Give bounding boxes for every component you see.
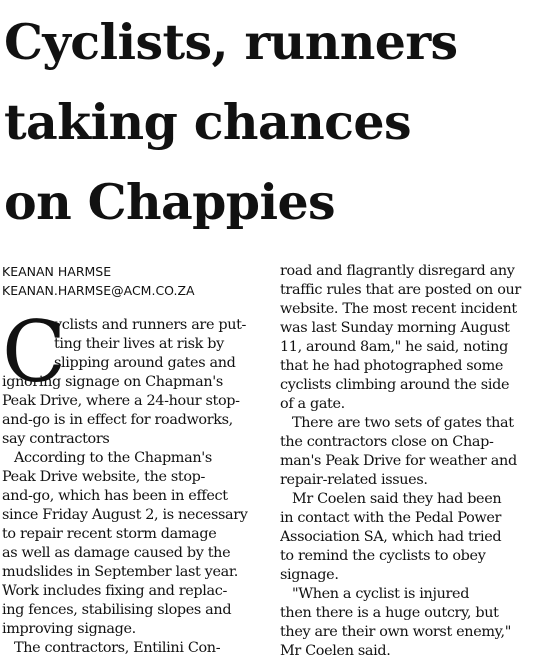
body-line: say contractors (2, 431, 110, 447)
body-line: Peak Drive, where a 24-hour stop- (2, 393, 240, 409)
body-line: signage. (280, 567, 339, 583)
body-line: and-go is in effect for roadworks, (2, 412, 233, 428)
body-line: in contact with the Pedal Power (280, 510, 502, 526)
right-column (280, 262, 548, 661)
body-line: There are two sets of gates that (292, 415, 514, 431)
body-line: road and flagrantly disregard any (280, 263, 515, 279)
body-line: Association SA, which had tried (280, 529, 502, 545)
body-line: that he had photographed some (280, 358, 504, 374)
body-line: since Friday August 2, is necessary (2, 507, 248, 523)
author-name: KEANAN HARMSE (2, 264, 112, 279)
body-line: Mr Coelen said. (280, 643, 391, 659)
body-line: The contractors, Entilini Con- (14, 640, 221, 656)
body-line: cyclists climbing around the side (280, 377, 510, 393)
drop-cap: C (2, 303, 67, 401)
headline (4, 2, 549, 242)
body-line: Mr Coelen said they had been (292, 491, 502, 507)
author-email: KEANAN.HARMSE@ACM.CO.ZA (2, 283, 195, 298)
body-line: yclists and runners are put- (54, 317, 247, 333)
body-line: and-go, which has been in effect (2, 488, 228, 504)
body-line: Work includes fixing and replac- (2, 583, 227, 599)
body-line: the contractors close on Chap- (280, 434, 494, 450)
body-line: repair-related issues. (280, 472, 428, 488)
body-line: ting their lives at risk by (54, 336, 224, 352)
body-line: then there is a huge outcry, but (280, 605, 499, 621)
lead-paragraph (2, 303, 268, 449)
body-line: website. The most recent incident (280, 301, 517, 317)
body-line: as well as damage caused by the (2, 545, 231, 561)
body-line: Peak Drive website, the stop- (2, 469, 206, 485)
byline (2, 262, 268, 300)
headline-line: on Chappies (4, 173, 336, 231)
body-line: to repair recent storm damage (2, 526, 217, 542)
body-line: to remind the cyclists to obey (280, 548, 486, 564)
body-line: ing fences, stabilising slopes and (2, 602, 232, 618)
body-line: man's Peak Drive for weather and (280, 453, 517, 469)
body-line: According to the Chapman's (14, 450, 212, 466)
headline-line: Cyclists, runners (4, 13, 458, 71)
body-line: they are their own worst enemy," (280, 624, 512, 640)
body-line: traffic rules that are posted on our (280, 282, 521, 298)
body-line: slipping around gates and (54, 355, 236, 371)
body-line: 11, around 8am," he said, noting (280, 339, 508, 355)
body-line: "When a cyclist is injured (292, 586, 470, 602)
body-line: improving signage. (2, 621, 136, 637)
body-line: was last Sunday morning August (280, 320, 510, 336)
body-line: ignoring signage on Chapman's (2, 374, 223, 390)
left-column (2, 262, 268, 658)
body-line: of a gate. (280, 396, 345, 412)
headline-line: taking chances (4, 93, 411, 151)
body-line: mudslides in September last year. (2, 564, 239, 580)
